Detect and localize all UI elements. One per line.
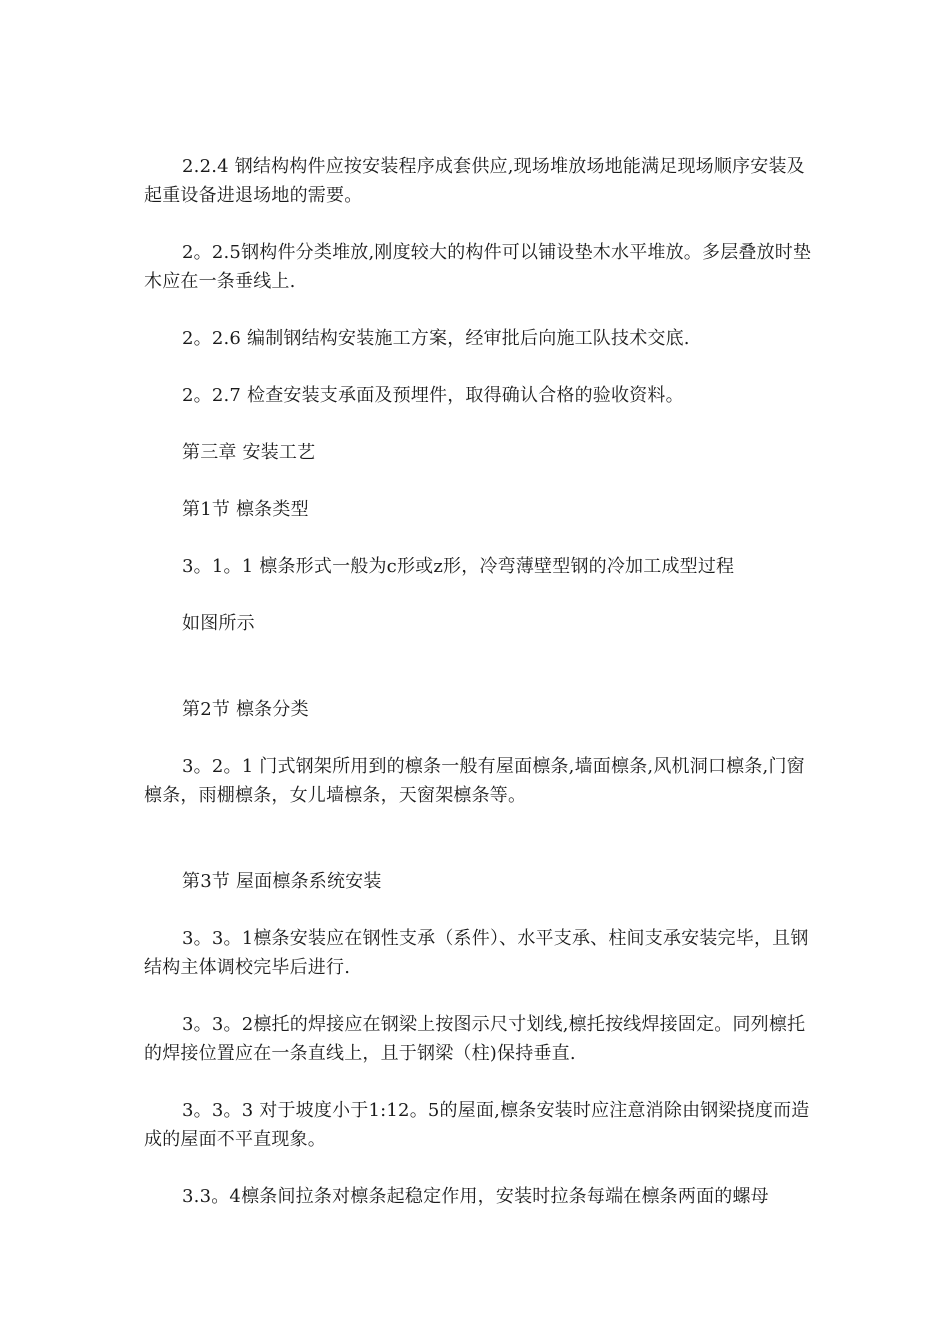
section-heading-1: 第1节 檩条类型 [182, 499, 309, 520]
paragraph-3-3-4: 3.3。4檩条间拉条对檩条起稳定作用，安装时拉条每端在檩条两面的螺母 [182, 1186, 769, 1207]
paragraph-2-2-4: 2.2.4 钢结构构件应按安装程序成套供应,现场堆放场地能满足现场顺序安装及起重设备进退场地的需要。 [144, 156, 805, 206]
section-heading-2: 第2节 檩条分类 [182, 699, 309, 720]
paragraph-2-2-5: 2。2.5钢构件分类堆放,刚度较大的构件可以铺设垫木水平堆放。多层叠放时垫木应在一条垂线上. [144, 242, 812, 292]
paragraph-3-3-3: 3。3。3 对于坡度小于1:12。5的屋面,檩条安装时应注意消除由钢梁挠度而造成的屋面不平直现象。 [144, 1100, 810, 1150]
paragraph-3-2-1: 3。2。1 门式钢架所用到的檩条一般有屋面檩条,墙面檩条,风机洞口檩条,门窗檩条，雨棚檩条，女儿墙檩条，天窗架檩条等。 [144, 756, 805, 806]
paragraph-3-3-1: 3。3。1檩条安装应在钢性支承（系件）、水平支承、柱间支承安装完毕，且钢结构主体调校完毕后进行. [144, 928, 809, 978]
paragraph-3-1-1: 3。1。1 檩条形式一般为c形或z形，冷弯薄壁型钢的冷加工成型过程 [182, 556, 735, 577]
paragraph-2-2-6: 2。2.6 编制钢结构安装施工方案，经审批后向施工队技术交底. [182, 328, 690, 349]
paragraph-3-3-2: 3。3。2檩托的焊接应在钢梁上按图示尺寸划线,檩托按线焊接固定。同列檩托的焊接位置应在一条直线上，且于钢梁（柱)保持垂直. [144, 1014, 806, 1064]
paragraph-2-2-7: 2。2.7 检查安装支承面及预埋件，取得确认合格的验收资料。 [182, 385, 684, 406]
section-heading-3: 第3节 屋面檩条系统安装 [182, 871, 382, 892]
figure-reference: 如图所示 [182, 613, 255, 634]
chapter-heading: 第三章 安装工艺 [182, 442, 316, 463]
